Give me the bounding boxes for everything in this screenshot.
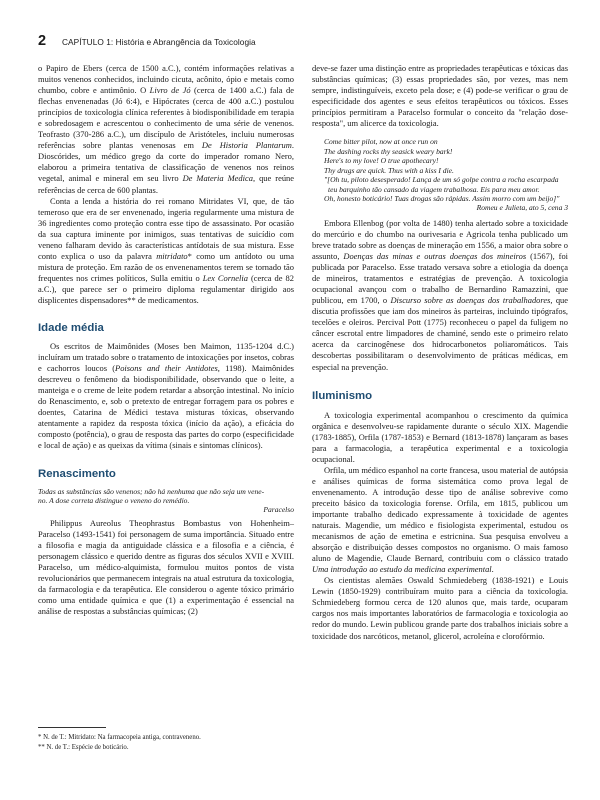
page-number: 2 (38, 33, 47, 49)
italic-title: Livro de Jó (149, 85, 191, 96)
left-column (38, 63, 294, 617)
paragraph-mitridates (38, 196, 294, 306)
footnote: * N. de T.: Mitridato: Na farmacopeia antiga, contraveneno. (38, 734, 201, 741)
text-run: , que discutia profissões que iam dos mineiros às parteiras, incluindo tipógrafos, tecelões e oleiros. Percival Pott (1775) reconheceu o papel da fuligem no câncer escrotal entre limpadores de chaminé, sendo este o primeiro relato acerca da carcinogênese dos hidrocarbonetos poliaromáticos. Tais descobertas possibilitaram o desenvolvimento de práticas médicas, em especial na prevenção. (312, 295, 569, 372)
paragraph-paracelso: Philippus Aureolus Theophrastus Bombastus von Hohenheim– Paracelso (1493-1541) foi personagem de suma importância. Situado entre a filosofia e magia da antiguidade clássica e a filosofia e a ciência, é personagem clássico e querido dentre as figuras dos séculos XVII e XVIII. Paracelso, um médico-alquimista, formulou muitos pontos de vista revolucionários que permanecem integrais na atual estrutura da toxicologia, da farmacologia e da terapêutica. Ele considerou o agente tóxico primário como uma entidade química e que (1) a experimentação é essencial na análise de respostas a substâncias químicas; (2) (38, 517, 294, 617)
paragraph-paracelso-cont: deve-se fazer uma distinção entre as propriedades terapêuticas e tóxicas das substâncias químicas; (3) essas propriedades são, por vezes, mas nem sempre, indistinguíveis, exceto pela dose; e (4) pode-se verificar o grau de especificidade dos agentes e seus efeitos terapêuticos ou tóxicos. Esses princípios permitiram a Paracelso formular o conceito da "relação dose-resposta", um alicerce da toxicologia. (312, 63, 568, 129)
text-run: (cerca de 82 a.C.), que parece ser o primeiro diploma regulamentar dirigido aos displicentes dispensadores** de medicamentos. (38, 272, 294, 305)
footnotes (38, 733, 294, 752)
running-head (38, 33, 568, 50)
poem-line: The dashing rocks thy seasick weary bark! (324, 146, 453, 156)
poem-line: Come bitter pilot, now at once run on (324, 137, 438, 147)
epigraph-line: Todas as substâncias são venenos; não há nenhuma que não seja um vene- (38, 486, 265, 496)
italic-title: De Materia Medica (182, 173, 253, 184)
text-run: Embora Ellenbog (por volta de 1480) tenha alertado sobre a toxicidade do mercúrio e do chumbo na ourivesaria e Agricola tenha publicado um breve tratado sobre as doenças de mineração em 1556, a maior obra sobre o assunto, (312, 217, 568, 262)
epigraph-attribution: Paracelso (263, 505, 294, 515)
poem-quote (324, 137, 568, 213)
epigraph-line: no. A dose correta distingue o veneno do remédio. (38, 495, 190, 505)
heading-idade-media: Idade média (38, 322, 104, 335)
paragraph-schmiedeberg: Os cientistas alemães Oswald Schmiedeberg (1838-1921) e Louis Lewin (1850-1929) contribuíram muito para a ciência da toxicologia. Schmiedeberg formou cerca de 120 alunos que, mais tarde, ocuparam cargos nos mais importantes laboratórios de farmacologia e toxicologia ao redor do mundo. Lewin publicou grande parte dos trabalhos iniciais sobre a toxicidade dos narcóticos, metanol, glicerol, acroleína e clorofórmio. (312, 575, 568, 641)
epigraph-paracelso (38, 487, 294, 515)
paragraph-orfila (312, 465, 568, 575)
text-run: Os escritos de Maimônides (Moses ben Maimon, 1135-1204 d.C.) incluíram um tratado sobre o tratamento de intoxicações por insetos, cobras e cachorros loucos ( (38, 341, 294, 374)
poem-attribution: Romeu e Julieta, ato 5, cena 3 (476, 203, 568, 213)
text-run: (1567), foi publicada por Paracelso. Esse tratado versava sobre a etiologia da doença de mineiros, tratamentos e estratégias de prevenção. A toxicologia ocupacional avançou com o trabalho de Bernardino Ramazzini, que publicou, em 1700, o (312, 251, 569, 306)
italic-title: Doenças das minas e outras doenças dos mineiros (343, 251, 527, 262)
paragraph-maimonides (38, 341, 294, 451)
right-column (312, 63, 568, 642)
italic-title: Uma introdução ao estudo da medicina experimental (312, 564, 492, 575)
chapter-title: CAPÍTULO 1: História e Abrangência da Toxicologia (62, 37, 256, 47)
text-run: . (491, 564, 494, 575)
text-run: o Papiro de Ebers (cerca de 1500 a.C.), contém informações relativas a muitos venenos conhecidos, incluindo cicuta, acônito, ópio e metais como chumbo, cobre e antimônio. O (38, 63, 294, 96)
poem-line: Here's to my love! O true apothecary! (324, 156, 439, 166)
text-run: . Dioscórides, um médico grego da corte do imperador romano Nero, elaborou a primeira tentativa de classificação de venenos nos reinos vegetal, animal e mineral em seu livro (38, 140, 294, 184)
poem-line: Thy drugs are quick. Thus with a kiss I die. (324, 165, 454, 175)
text-run: , 1198). Maimônides descreveu o fenômeno da biodisponibilidade, observando que o leite, a manteiga e o creme de leite podem retardar a absorção intestinal. No início do Renascimento, e, sob o pretexto de entregar forragem para os pobres e doentes, Catarina de Médici testava misturas tóxicas, observando atentamente a rapidez da resposta tóxica (início da ação), a eficácia do composto (potência), o grau de resposta das partes do corpo (especificidade e local de ação) e as queixas da vítima (sinais e sintomas clínicos). (38, 363, 294, 451)
footnote: ** N. de T.: Espécie de boticário. (38, 743, 129, 751)
heading-iluminismo: Iluminismo (312, 389, 373, 402)
text-run: Conta a lenda a história do rei romano Mitridates VI, que, de tão temeroso que era de ser envenenado, ingeria regularmente uma mistura de 36 ingredientes como proteção contra esse tipo de assassinato. Por ocasião da sua captura iminente por inimigos, suas tentativas de suicídio com veneno falharam devido às características antídotais de sua mistura. Esse conto explica o uso da palavra (38, 195, 294, 261)
italic-title: Discurso sobre as doenças dos trabalhadores (390, 295, 551, 306)
text-run: (cerca de 1400 a.C.) fala de flechas envenenadas (Jó 6:4), e Hipócrates (cerca de 400 a.C.) postulou princípios de toxicologia clínica referentes à biodisponibilidade em terapia e sobredosagem e acrescentou o conhecimento de uma série de venenos. Teofrasto (370-286 a.C.), um discípulo de Aristóteles, incluiu numerosas referências sobre plantas venenosas em (38, 85, 294, 151)
italic-title: De Historia Plantarum (201, 140, 292, 151)
paragraph-ocupacional (312, 218, 568, 373)
italic-title: Poisons and their Antidotes (115, 363, 218, 374)
paragraph-ebers (38, 63, 294, 196)
text-run: Orfila, um médico espanhol na corte francesa, usou material de autópsia e análises químicas de forma sistemática como prova legal de envenenamento. A introdução desse tipo de análise sobrevive como preceito básico da toxicologia forense. Orfila, em 1815, publicou um importante trabalho dedicado expressamente à toxicidade de agentes naturais. Magendie, um médico e fisiologista experimental, estudou os mecanismos de ação de emetina e estricnina. Sua pesquisa envolveu a absorção e distribuição desses compostos no organismo. O mais famoso aluno de Magendie, Claude Bernard, contribuiu com o clássico tratado (312, 464, 568, 564)
text-run: , que reúne referências de cerca de 600 plantas. (38, 173, 295, 195)
text-run: * como um antídoto ou uma mistura de proteção. Em razão de os envenenamentos terem se tornado tão frequentes nos crimes políticos, Sulla emitiu o (38, 250, 294, 283)
poem-line: "[Oh tu, piloto desesperado! Lança de um só golpe contra a rocha escarpada teu barquinho tão cansado da viagem trabalhosa. Eis para meu amor. (324, 175, 559, 194)
paragraph-toxicologia-experimental: A toxicologia experimental acompanhou o crescimento da química orgânica e desenvolveu-se rapidamente durante o século XIX. Magendie (1783-1885), Orfila (1787-1853) e Bernard (1813-1878) lançaram as bases para a farmacologia, a terapêutica experimental e a toxicologia ocupacional. (312, 409, 568, 464)
italic-term: mitridato (156, 250, 188, 261)
heading-renascimento: Renascimento (38, 467, 116, 480)
poem-line: Oh, honesto boticário! Tuas drogas são rápidas. Assim morro com um beijo]" (324, 194, 560, 203)
italic-title: Lex Cornelia (202, 272, 248, 283)
footnote-rule (38, 727, 106, 728)
